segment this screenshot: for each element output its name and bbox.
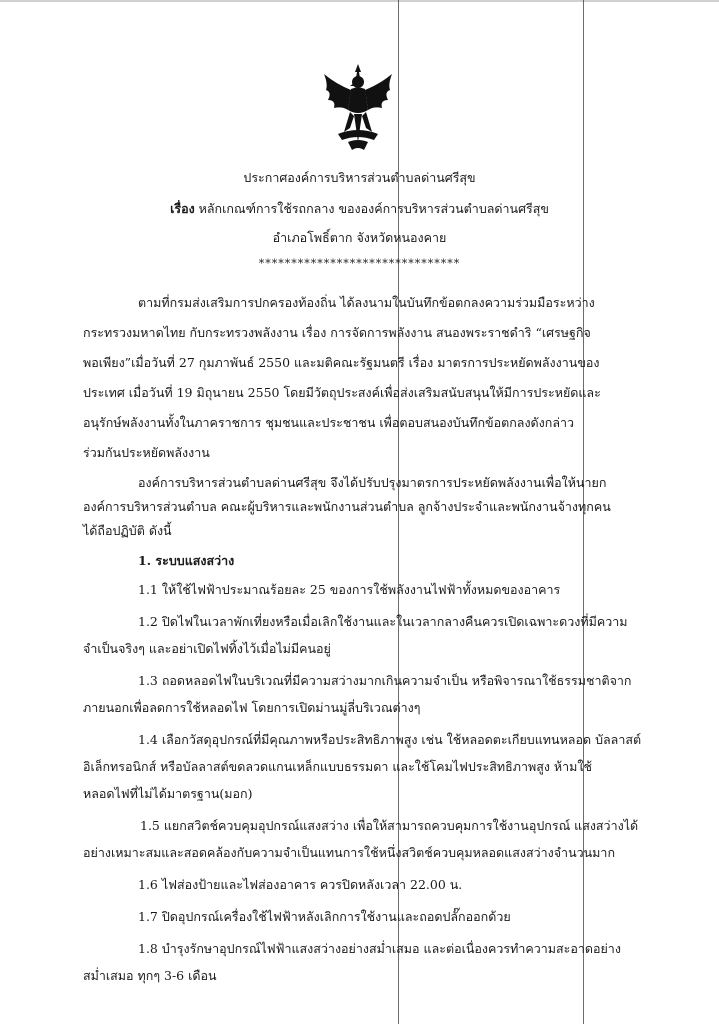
subject-text: หลักเกณฑ์การใช้รถกลาง ขององค์การบริหารส่วนตำบลด่านศรีสุข (194, 201, 549, 216)
list-item-cont: จำเป็นจริงๆ และอย่าเปิดไฟทิ้งไว้เมื่อไม่มีคนอยู่ (83, 641, 331, 656)
list-item-cont: ภายนอกเพื่อลดการใช้หลอดไฟ โดยการเปิดม่านมู่ลี่บริเวณต่างๆ (83, 700, 421, 715)
header-district: อำเภอโพธิ์ตาก จังหวัดหนองคาย (272, 230, 447, 245)
para1-line: อนุรักษ์พลังงานทั้งในภาคราชการ ชุมชนและประชาชน เพื่อตอบสนองบันทึกข้อตกลงดังกล่าว (83, 415, 575, 430)
list-item: 1.8 บำรุงรักษาอุปกรณ์ไฟฟ้าแสงสว่างอย่างสม่ำเสมอ และต่อเนื่องควรทำความสะอาดอย่าง (138, 941, 621, 956)
para1-line: ตามที่กรมส่งเสริมการปกครองท้องถิ่น ได้ลงนามในบันทึกข้อตกลงความร่วมมือระหว่าง (138, 295, 595, 310)
header-subject (0, 199, 719, 219)
list-item-cont: สม่ำเสมอ ทุกๆ 3-6 เดือน (83, 968, 217, 983)
section-title: 1. ระบบแสงสว่าง (138, 553, 235, 568)
para1-line: พอเพียง”เมื่อวันที่ 27 กุมภาพันธ์ 2550 และมติคณะรัฐมนตรี เรื่อง มาตรการประหยัดพลังงานของ (83, 355, 600, 370)
para2-line: องค์การบริหารส่วนตำบล คณะผู้บริหารและพนักงานส่วนตำบล ลูกจ้างประจำและพนักงานจ้างทุกคน (83, 499, 611, 514)
list-item: 1.7 ปิดอุปกรณ์เครื่องใช้ไฟฟ้าหลังเลิกการใช้งานและถอดปลั๊กออกด้วย (138, 909, 511, 924)
para2-line: องค์การบริหารส่วนตำบลด่านศรีสุข จึงได้ปรับปรุงมาตรการประหยัดพลังงานเพื่อให้นายก (138, 475, 607, 490)
para1-line: ประเทศ เมื่อวันที่ 19 มิถุนายน 2550 โดยมีวัตถุประสงค์เพื่อส่งเสริมสนับสนุนให้มีการประหยัดและ (83, 385, 601, 400)
divider-stars: ******************************* (258, 257, 461, 270)
list-item: 1.1 ให้ใช้ไฟฟ้าประมาณร้อยละ 25 ของการใช้พลังงานไฟฟ้าทั้งหมดของอาคาร (138, 582, 561, 597)
garuda-emblem (318, 62, 398, 154)
para1-line: ร่วมกันประหยัดพลังงาน (83, 445, 210, 460)
list-item: 1.6 ไฟส่องป้ายและไฟส่องอาคาร ควรปิดหลังเวลา 22.00 น. (138, 877, 463, 892)
list-item-cont: หลอดไฟที่ไม่ได้มาตรฐาน(มอก) (83, 786, 253, 801)
para2-line: ได้ถือปฏิบัติ ดังนี้ (83, 523, 172, 538)
list-item: 1.3 ถอดหลอดไฟในบริเวณที่มีความสว่างมากเกินความจำเป็น หรือพิจารณาใช้ธรรมชาติจาก (138, 673, 632, 688)
list-item-cont: อย่างเหมาะสมและสอดคล้องกับความจำเป็นแทนการใช้หนึ่งสวิตช์ควบคุมหลอดแสงสว่างจำนวนมาก (83, 845, 616, 860)
list-item: 1.5 แยกสวิตช์ควบคุมอุปกรณ์แสงสว่าง เพื่อให้สามารถควบคุมการใช้งานอุปกรณ์ แสงสว่างได้ (140, 818, 639, 833)
list-item-cont: อิเล็กทรอนิกส์ หรือบัลลาสต์ขดลวดแกนเหล็กแบบธรรมดา และใช้โคมไฟประสิทธิภาพสูง ห้ามใช้ (83, 759, 592, 774)
scan-artifact-top (0, 0, 719, 2)
list-item: 1.4 เลือกวัสดุอุปกรณ์ที่มีคุณภาพหรือประสิทธิภาพสูง เช่น ใช้หลอดตะเกียบแทนหลอด บัลลาสต์ (138, 732, 642, 747)
header-title: ประกาศองค์การบริหารส่วนตำบลด่านศรีสุข (243, 170, 476, 185)
para1-line: กระทรวงมหาดไทย กับกระทรวงพลังงาน เรื่อง การจัดการพลังงาน สนองพระราชดำริ “เศรษฐกิจ (83, 325, 591, 340)
list-item: 1.2 ปิดไฟในเวลาพักเที่ยงหรือเมื่อเลิกใช้งานและในเวลากลางคืนควรเปิดเฉพาะดวงที่มีความ (138, 614, 628, 629)
subject-label: เรื่อง (170, 201, 195, 216)
